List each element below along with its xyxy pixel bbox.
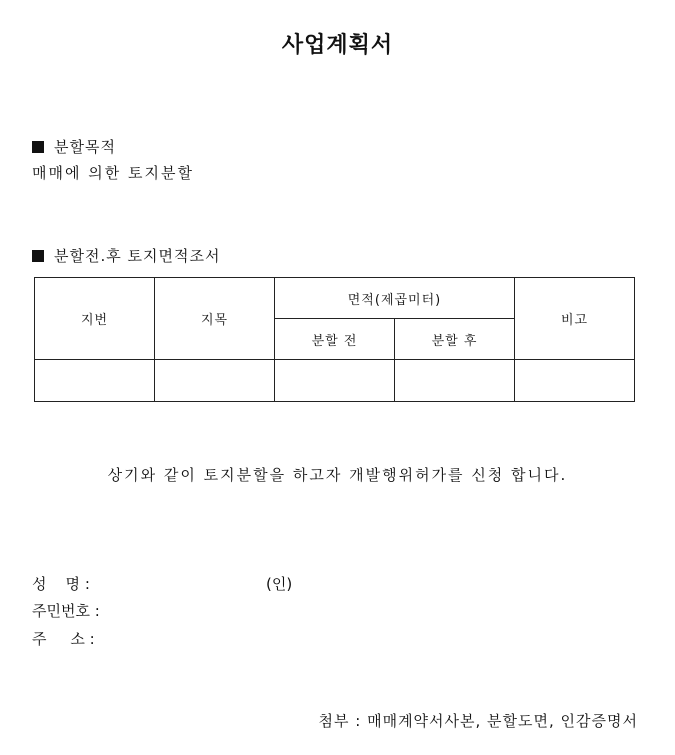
- seal-mark: (인): [266, 575, 293, 593]
- header-area-after: 분할 후: [395, 319, 515, 360]
- header-lot-number: 지번: [35, 278, 155, 360]
- square-bullet-icon: [32, 250, 44, 262]
- applicant-name-label: 성 명 :: [32, 575, 90, 593]
- table-row: [35, 360, 635, 402]
- section-purpose-heading-text: 분할목적: [54, 138, 116, 156]
- resident-number-label: 주민번호 :: [32, 602, 100, 620]
- section-purpose-heading: [32, 136, 116, 157]
- header-land-category: 지목: [155, 278, 275, 360]
- cell-lot-number[interactable]: [35, 360, 155, 402]
- cell-area-before[interactable]: [275, 360, 395, 402]
- application-statement: 상기와 같이 토지분할을 하고자 개발행위허가를 신청 합니다.: [107, 466, 568, 484]
- header-remarks: 비고: [515, 278, 635, 360]
- attachment-list: 첨부 : 매매계약서사본, 분할도면, 인감증명서: [318, 712, 638, 730]
- header-area: 면적(제곱미터): [275, 278, 515, 319]
- cell-remarks[interactable]: [515, 360, 635, 402]
- header-area-before: 분할 전: [275, 319, 395, 360]
- section-area-heading-text: 분할전.후 토지면적조서: [54, 247, 221, 265]
- section-area-heading: [32, 245, 220, 266]
- document-title: 사업계획서: [281, 32, 394, 58]
- section-purpose-content: 매매에 의한 토지분할: [32, 164, 194, 182]
- address-label: 주 소 :: [32, 630, 95, 648]
- cell-land-category[interactable]: [155, 360, 275, 402]
- land-area-table: [34, 277, 635, 402]
- square-bullet-icon: [32, 141, 44, 153]
- cell-area-after[interactable]: [395, 360, 515, 402]
